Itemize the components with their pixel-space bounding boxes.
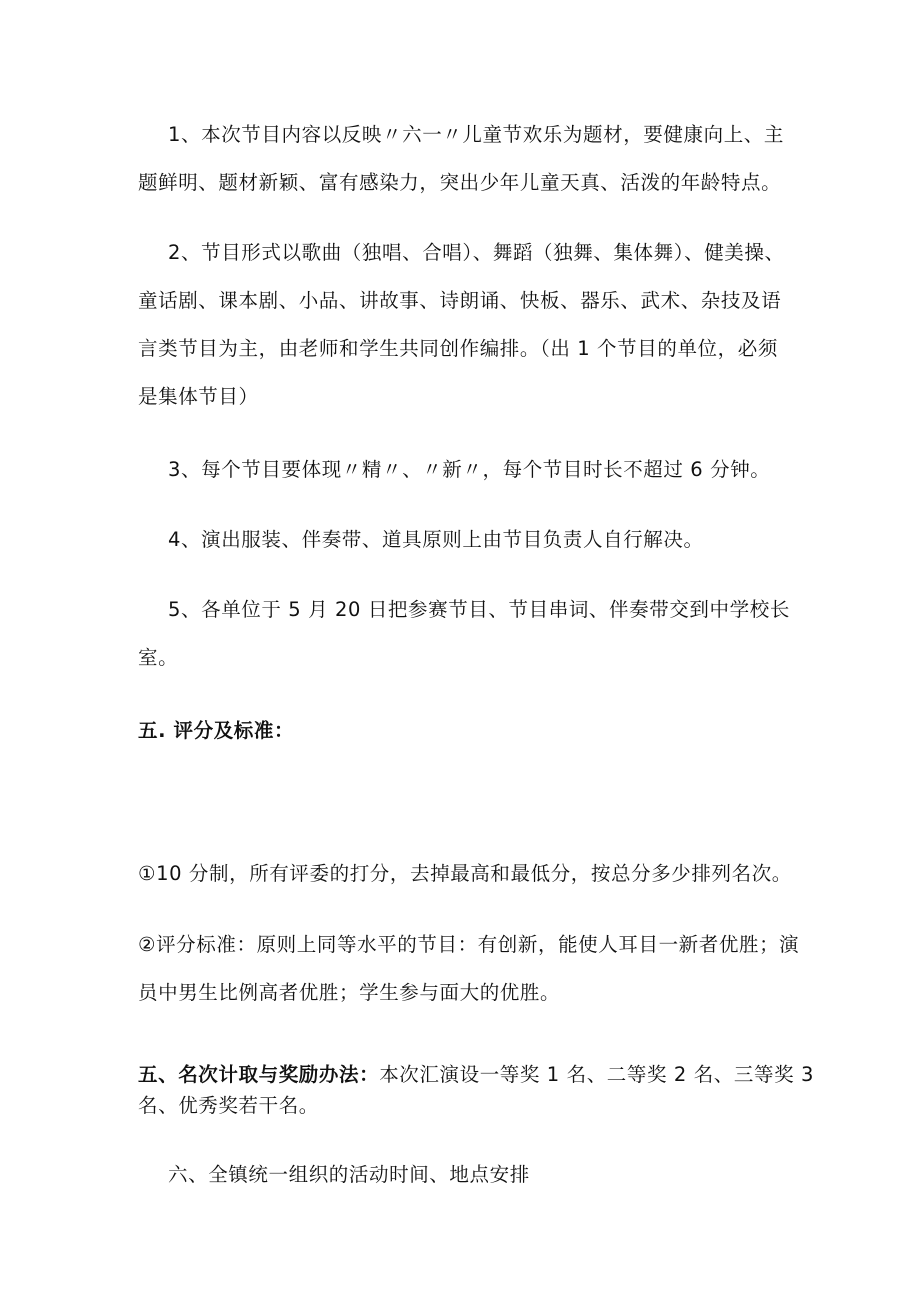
item-2-line-3: 言类节目为主，由老师和学生共同创作编排。（出 1 个节目的单位，必须 xyxy=(138,337,778,360)
awards-heading: 五、名次计取与奖励办法： xyxy=(138,1063,380,1086)
awards-line-2: 名、优秀奖若干名。 xyxy=(138,1094,319,1117)
item-2-line-4: 是集体节目） xyxy=(138,385,259,408)
item-5-line-1: 5、各单位于 5 月 20 日把参赛节目、节目串词、伴奏带交到中学校长 xyxy=(168,598,790,621)
section-5-heading: 五. 评分及标准： xyxy=(138,719,295,742)
item-5-line-2: 室。 xyxy=(138,646,179,669)
item-2-line-2: 童话剧、课本剧、小品、讲故事、诗朗诵、快板、器乐、武术、杂技及语 xyxy=(138,289,782,312)
item-1-line-1: 1、本次节目内容以反映〃六一〃儿童节欢乐为题材，要健康向上、主 xyxy=(168,123,785,146)
item-3-line-1: 3、每个节目要体现〃精〃、〃新〃，每个节目时长不超过 6 分钟。 xyxy=(168,458,771,481)
scoring-rule-2-line-1: ②评分标准：原则上同等水平的节目：有创新，能使人耳目一新者优胜；演 xyxy=(138,933,800,956)
item-2-line-1: 2、节目形式以歌曲（独唱、合唱）、舞蹈（独舞、集体舞）、健美操、 xyxy=(168,241,785,264)
scoring-rule-1: ①10 分制，所有评委的打分，去掉最高和最低分，按总分多少排列名次。 xyxy=(138,862,792,885)
section-6-line: 六、全镇统一组织的活动时间、地点安排 xyxy=(168,1163,530,1186)
awards-text: 本次汇演设一等奖 1 名、二等奖 2 名、三等奖 3 xyxy=(379,1063,815,1086)
item-1-line-2: 题鲜明、题材新颖、富有感染力，突出少年儿童天真、活泼的年龄特点。 xyxy=(138,171,782,194)
awards-line-1 xyxy=(138,1062,814,1088)
item-4-line-1: 4、演出服装、伴奏带、道具原则上由节目负责人自行解决。 xyxy=(168,528,704,551)
scoring-rule-2-line-2: 员中男生比例高者优胜；学生参与面大的优胜。 xyxy=(138,981,561,1004)
